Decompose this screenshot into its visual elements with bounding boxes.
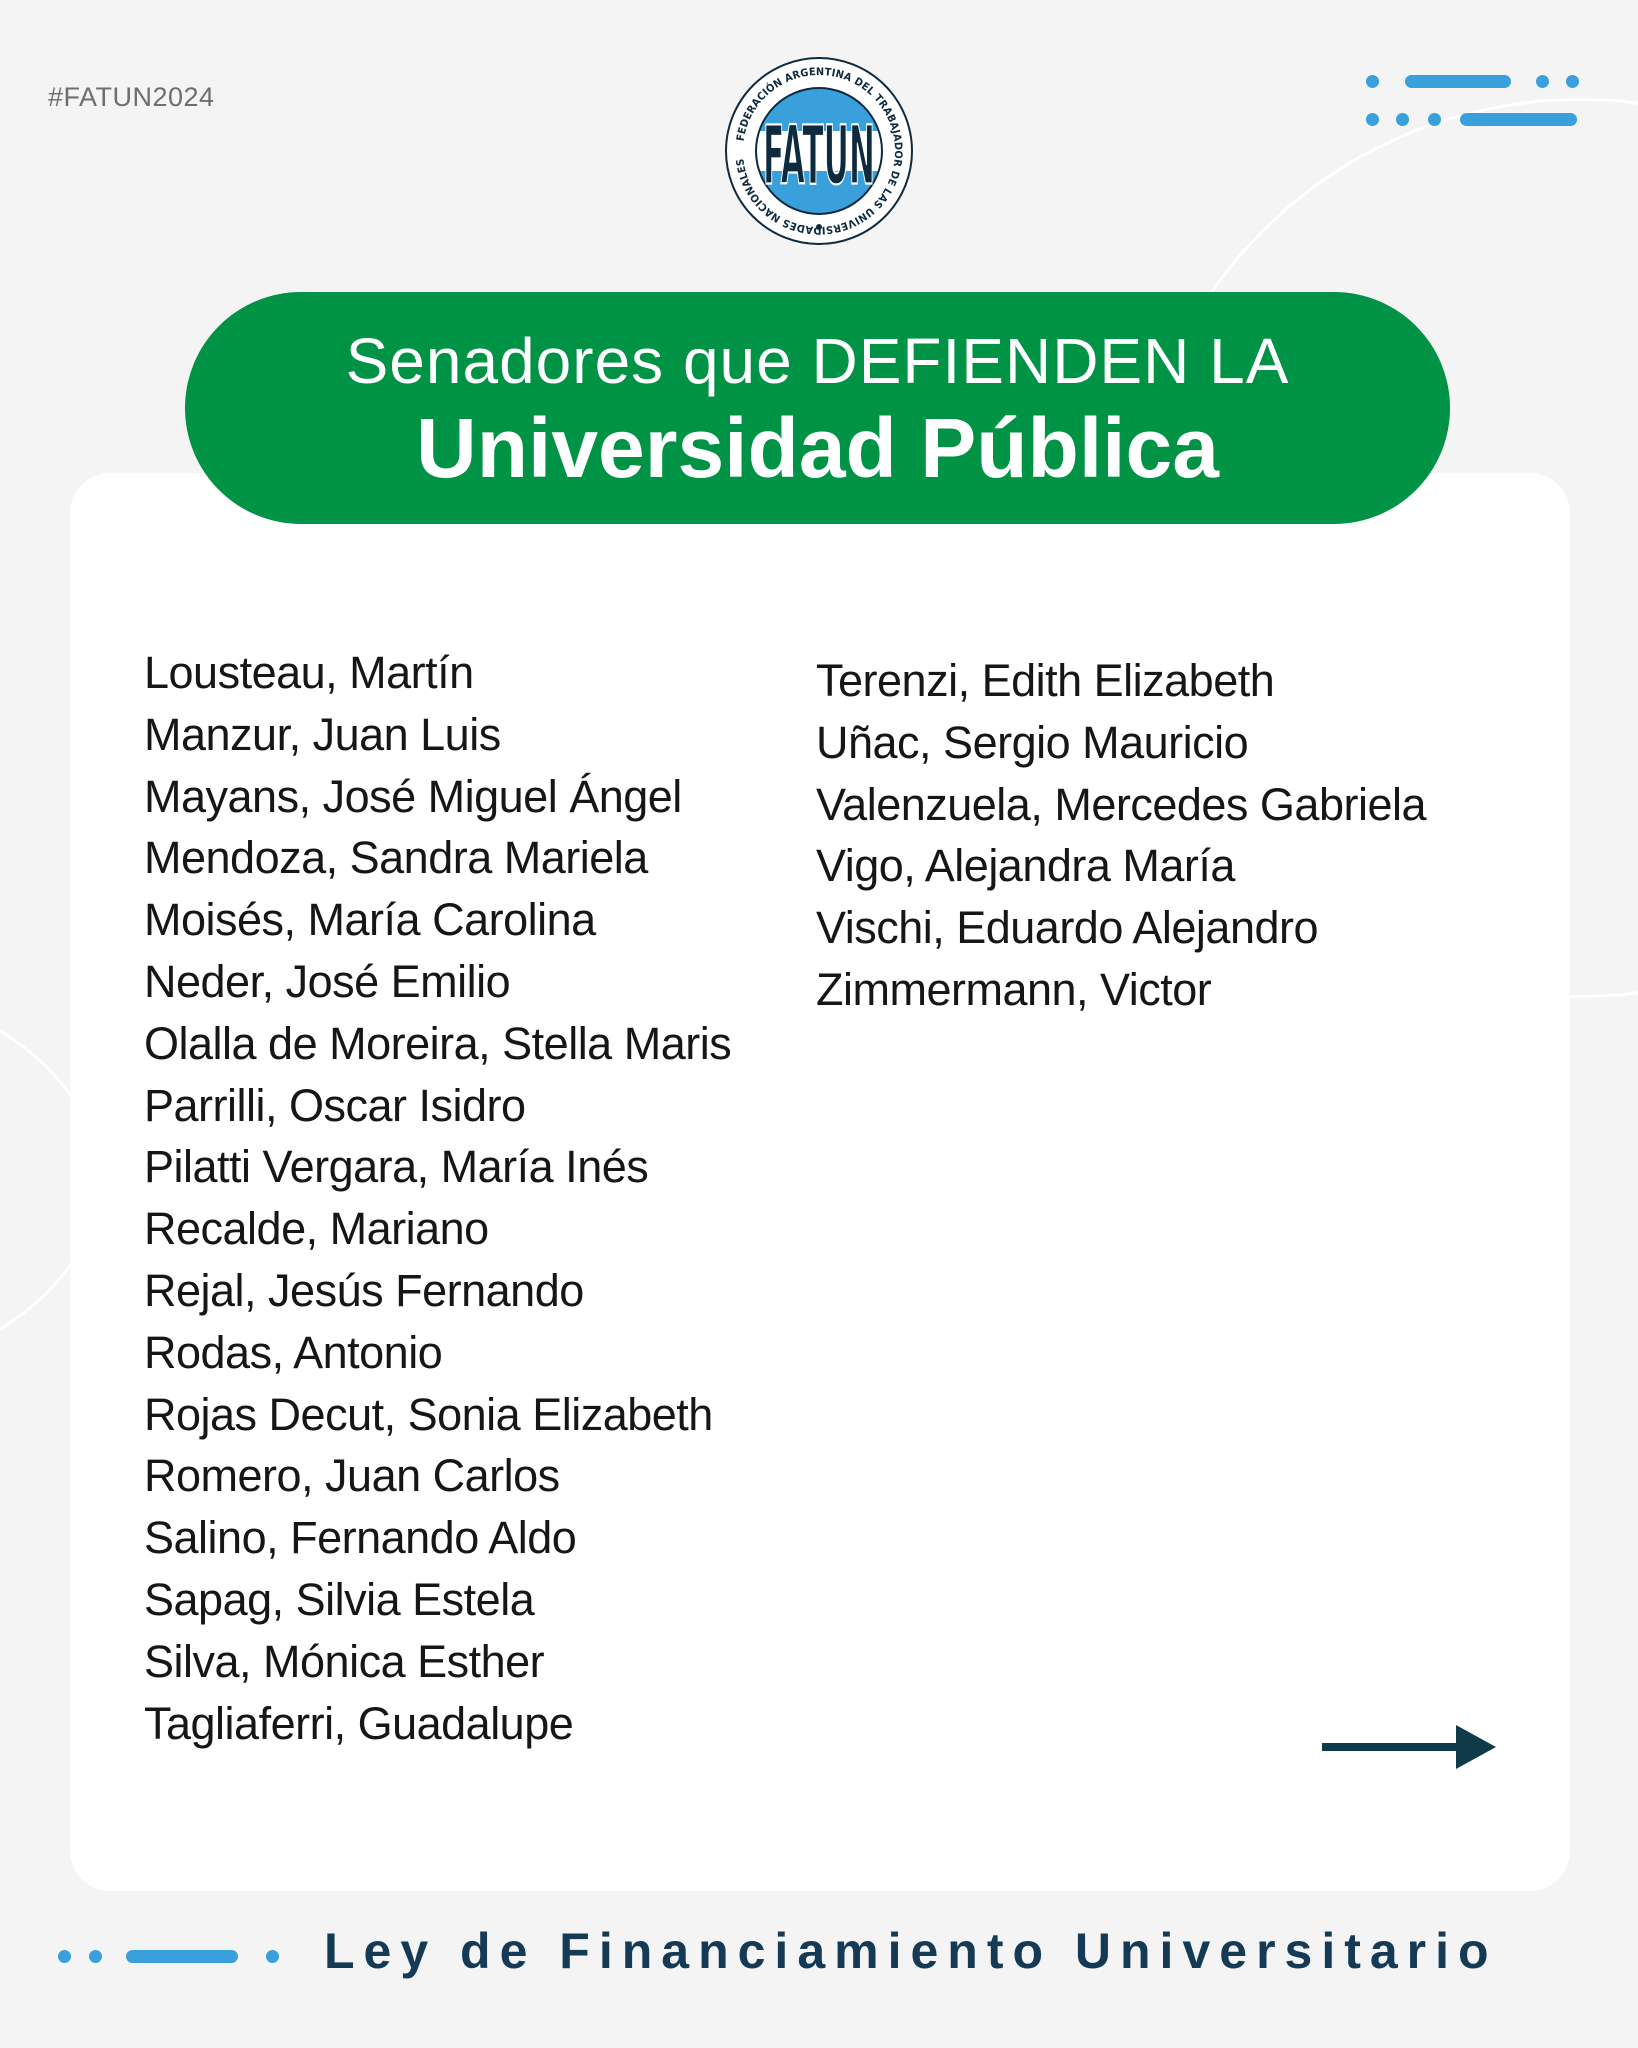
senator-name: Recalde, Mariano <box>144 1203 489 1255</box>
decor-dot <box>89 1950 102 1963</box>
senator-name: Mendoza, Sandra Mariela <box>144 832 648 884</box>
senator-name: Uñac, Sergio Mauricio <box>816 716 1249 768</box>
decor-dot <box>58 1950 71 1963</box>
senator-name: Mayans, José Miguel Ángel <box>144 770 682 822</box>
senator-name: Terenzi, Edith Elizabeth <box>816 655 1275 706</box>
senator-name: Rodas, Antonio <box>144 1326 443 1378</box>
decor-dash <box>126 1950 238 1963</box>
senator-name: Sapag, Silvia Estela <box>144 1573 535 1625</box>
senator-name: Vischi, Eduardo Alejandro <box>816 902 1319 954</box>
senator-name: Pilatti Vergara, María Inés <box>144 1141 649 1193</box>
senator-name: Parrilli, Oscar Isidro <box>144 1079 526 1131</box>
senator-name: Neder, José Emilio <box>144 955 511 1007</box>
fatun-logo-emblem <box>724 56 914 246</box>
decor-dot <box>1366 75 1379 88</box>
decor-dash <box>1405 75 1511 88</box>
senator-name: Romero, Juan Carlos <box>144 1450 560 1502</box>
decor-dot <box>1536 75 1549 88</box>
senator-name: Tagliaferri, Guadalupe <box>144 1697 574 1749</box>
decor-dot <box>1566 75 1579 88</box>
decor-dot <box>266 1950 279 1963</box>
decor-dot <box>1396 113 1409 126</box>
footer-title: Ley de Financiamiento Universitario <box>324 1923 1498 1979</box>
senator-name: Valenzuela, Mercedes Gabriela <box>816 778 1427 830</box>
senator-name: Olalla de Moreira, Stella Maris <box>144 1017 732 1069</box>
senator-name: Lousteau, Martín <box>144 647 474 698</box>
senator-name: Moisés, María Carolina <box>144 894 596 946</box>
banner-title: Universidad Pública <box>416 401 1219 495</box>
decor-dot <box>1428 113 1441 126</box>
senator-name: Manzur, Juan Luis <box>144 708 501 760</box>
senator-name: Rojas Decut, Sonia Elizabeth <box>144 1388 713 1440</box>
title-banner <box>185 292 1450 524</box>
senator-name: Silva, Mónica Esther <box>144 1635 545 1687</box>
banner-subtitle: Senadores que DEFIENDEN LA <box>345 325 1290 397</box>
decor-dash <box>1460 113 1577 126</box>
senator-name: Zimmermann, Victor <box>816 963 1212 1015</box>
fatun-logo <box>724 56 914 246</box>
arrow-right-icon[interactable] <box>1322 1723 1496 1771</box>
senator-list-right <box>816 650 1426 1021</box>
senator-list-left <box>144 642 731 1754</box>
senator-name: Salino, Fernando Aldo <box>144 1512 577 1564</box>
decor-dot <box>1366 113 1379 126</box>
logo-ring-text: FEDERACIÓN ARGENTINA DEL TRABAJADOR DE LAS UNIVERSIDADES NACIONALES <box>734 65 905 237</box>
logo-acronym: FATUN <box>763 109 875 204</box>
senator-name: Vigo, Alejandra María <box>816 840 1235 892</box>
hashtag: #FATUN2024 <box>48 82 215 112</box>
senator-name: Rejal, Jesús Fernando <box>144 1264 584 1316</box>
